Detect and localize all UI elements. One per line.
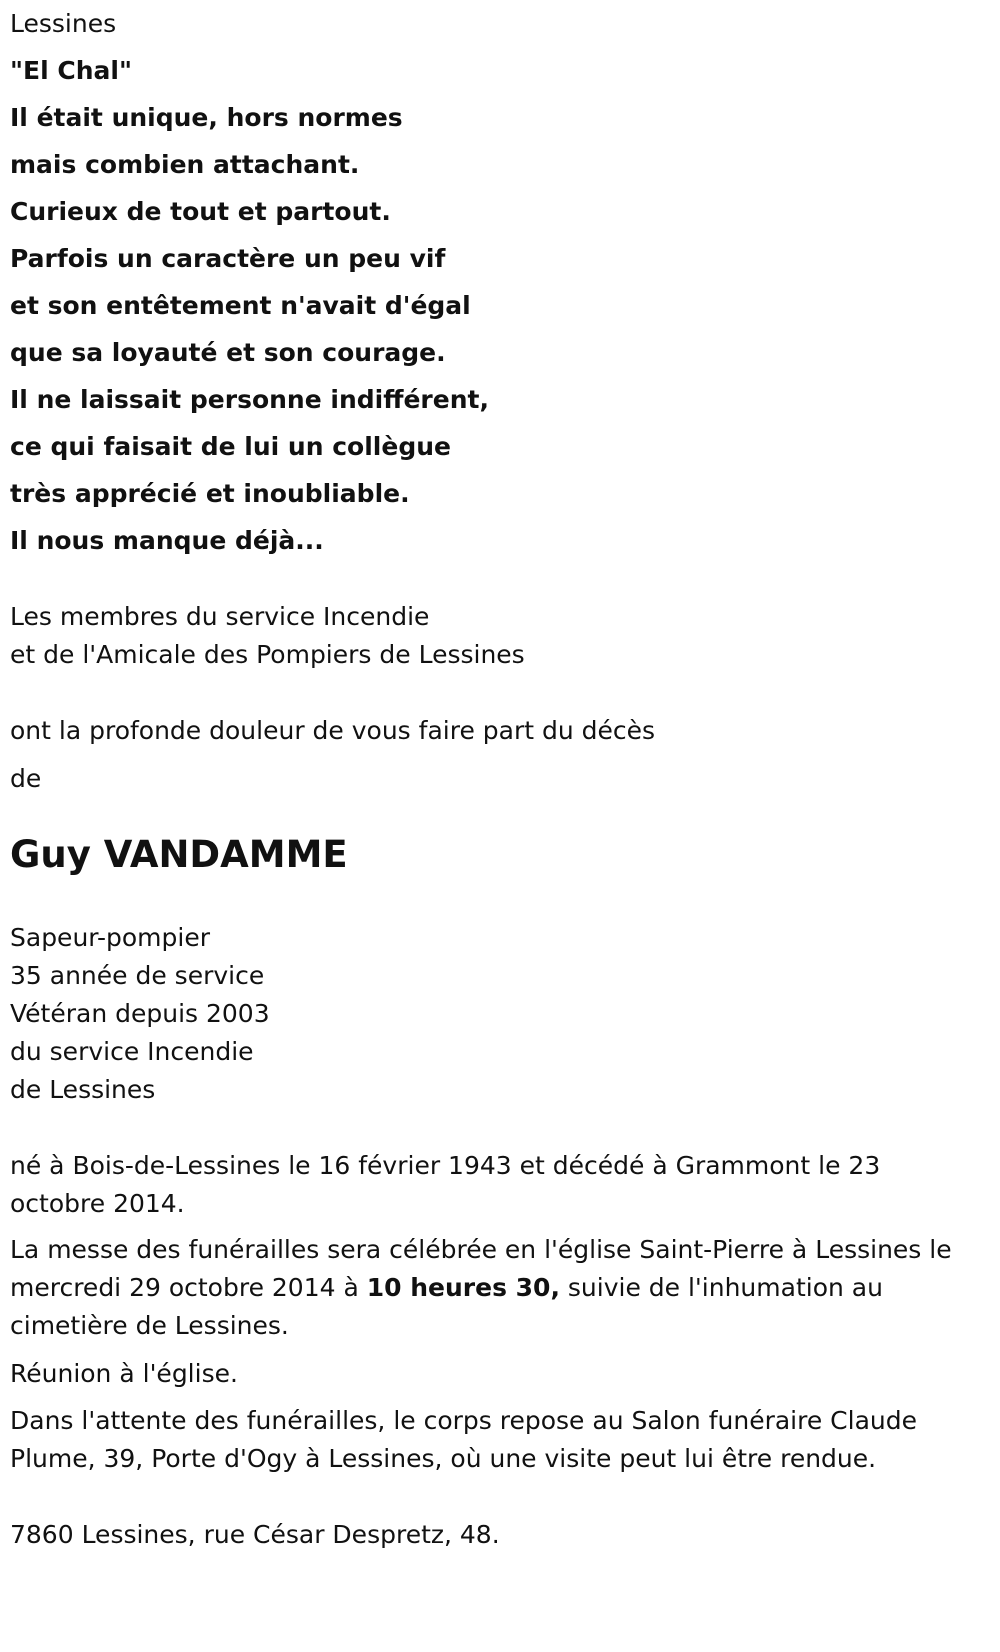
funeral-mass-text — [10, 1231, 970, 1345]
poem-line: ce qui faisait de lui un collègue — [10, 432, 451, 461]
town-header: Lessines — [10, 9, 117, 38]
career-line: 35 année de service — [10, 961, 265, 990]
funeral-mass-intro: La messe des funérailles sera célébrée en l'église Saint-Pierre à Lessines le mercredi 29 octobre 2014 à — [10, 1235, 952, 1302]
poem-line: mais combien attachant. — [10, 150, 360, 179]
sender-line: Les membres du service Incendie — [10, 602, 430, 631]
poem-line: que sa loyauté et son courage. — [10, 338, 446, 367]
poem-line: Curieux de tout et partout. — [10, 197, 391, 226]
poem-line: très apprécié et inoubliable. — [10, 479, 410, 508]
deceased-name: Guy VANDAMME — [10, 833, 348, 876]
birth-death-text: né à Bois-de-Lessines le 16 février 1943 et décédé à Grammont le 23 octobre 2014. — [10, 1151, 881, 1218]
funeral-mass-outro: suivie de l'inhumation au cimetière de Lessines. — [10, 1273, 883, 1340]
funeral-mass-time: 10 heures 30, — [366, 1273, 560, 1302]
announcement-line: de — [10, 764, 42, 793]
career-line: de Lessines — [10, 1075, 156, 1104]
sender-line: et de l'Amicale des Pompiers de Lessines — [10, 640, 525, 669]
poem-line: Il nous manque déjà... — [10, 526, 324, 555]
nickname: "El Chal" — [10, 56, 132, 85]
wake-text: Dans l'attente des funérailles, le corps repose au Salon funéraire Claude Plume, 39, Porte d'Ogy à Lessines, où une visite peut lui être rendue. — [10, 1406, 917, 1473]
career-line: du service Incendie — [10, 1037, 254, 1066]
address: 7860 Lessines, rue César Despretz, 48. — [10, 1520, 500, 1549]
career-line: Vétéran depuis 2003 — [10, 999, 270, 1028]
announcement-line: ont la profonde douleur de vous faire part du décès — [10, 716, 656, 745]
poem-line: Parfois un caractère un peu vif — [10, 244, 446, 273]
poem-line: et son entêtement n'avait d'égal — [10, 291, 471, 320]
poem-line: Il ne laissait personne indifférent, — [10, 385, 489, 414]
meeting-text: Réunion à l'église. — [10, 1359, 238, 1388]
poem-line: Il était unique, hors normes — [10, 103, 403, 132]
career-line: Sapeur-pompier — [10, 923, 210, 952]
